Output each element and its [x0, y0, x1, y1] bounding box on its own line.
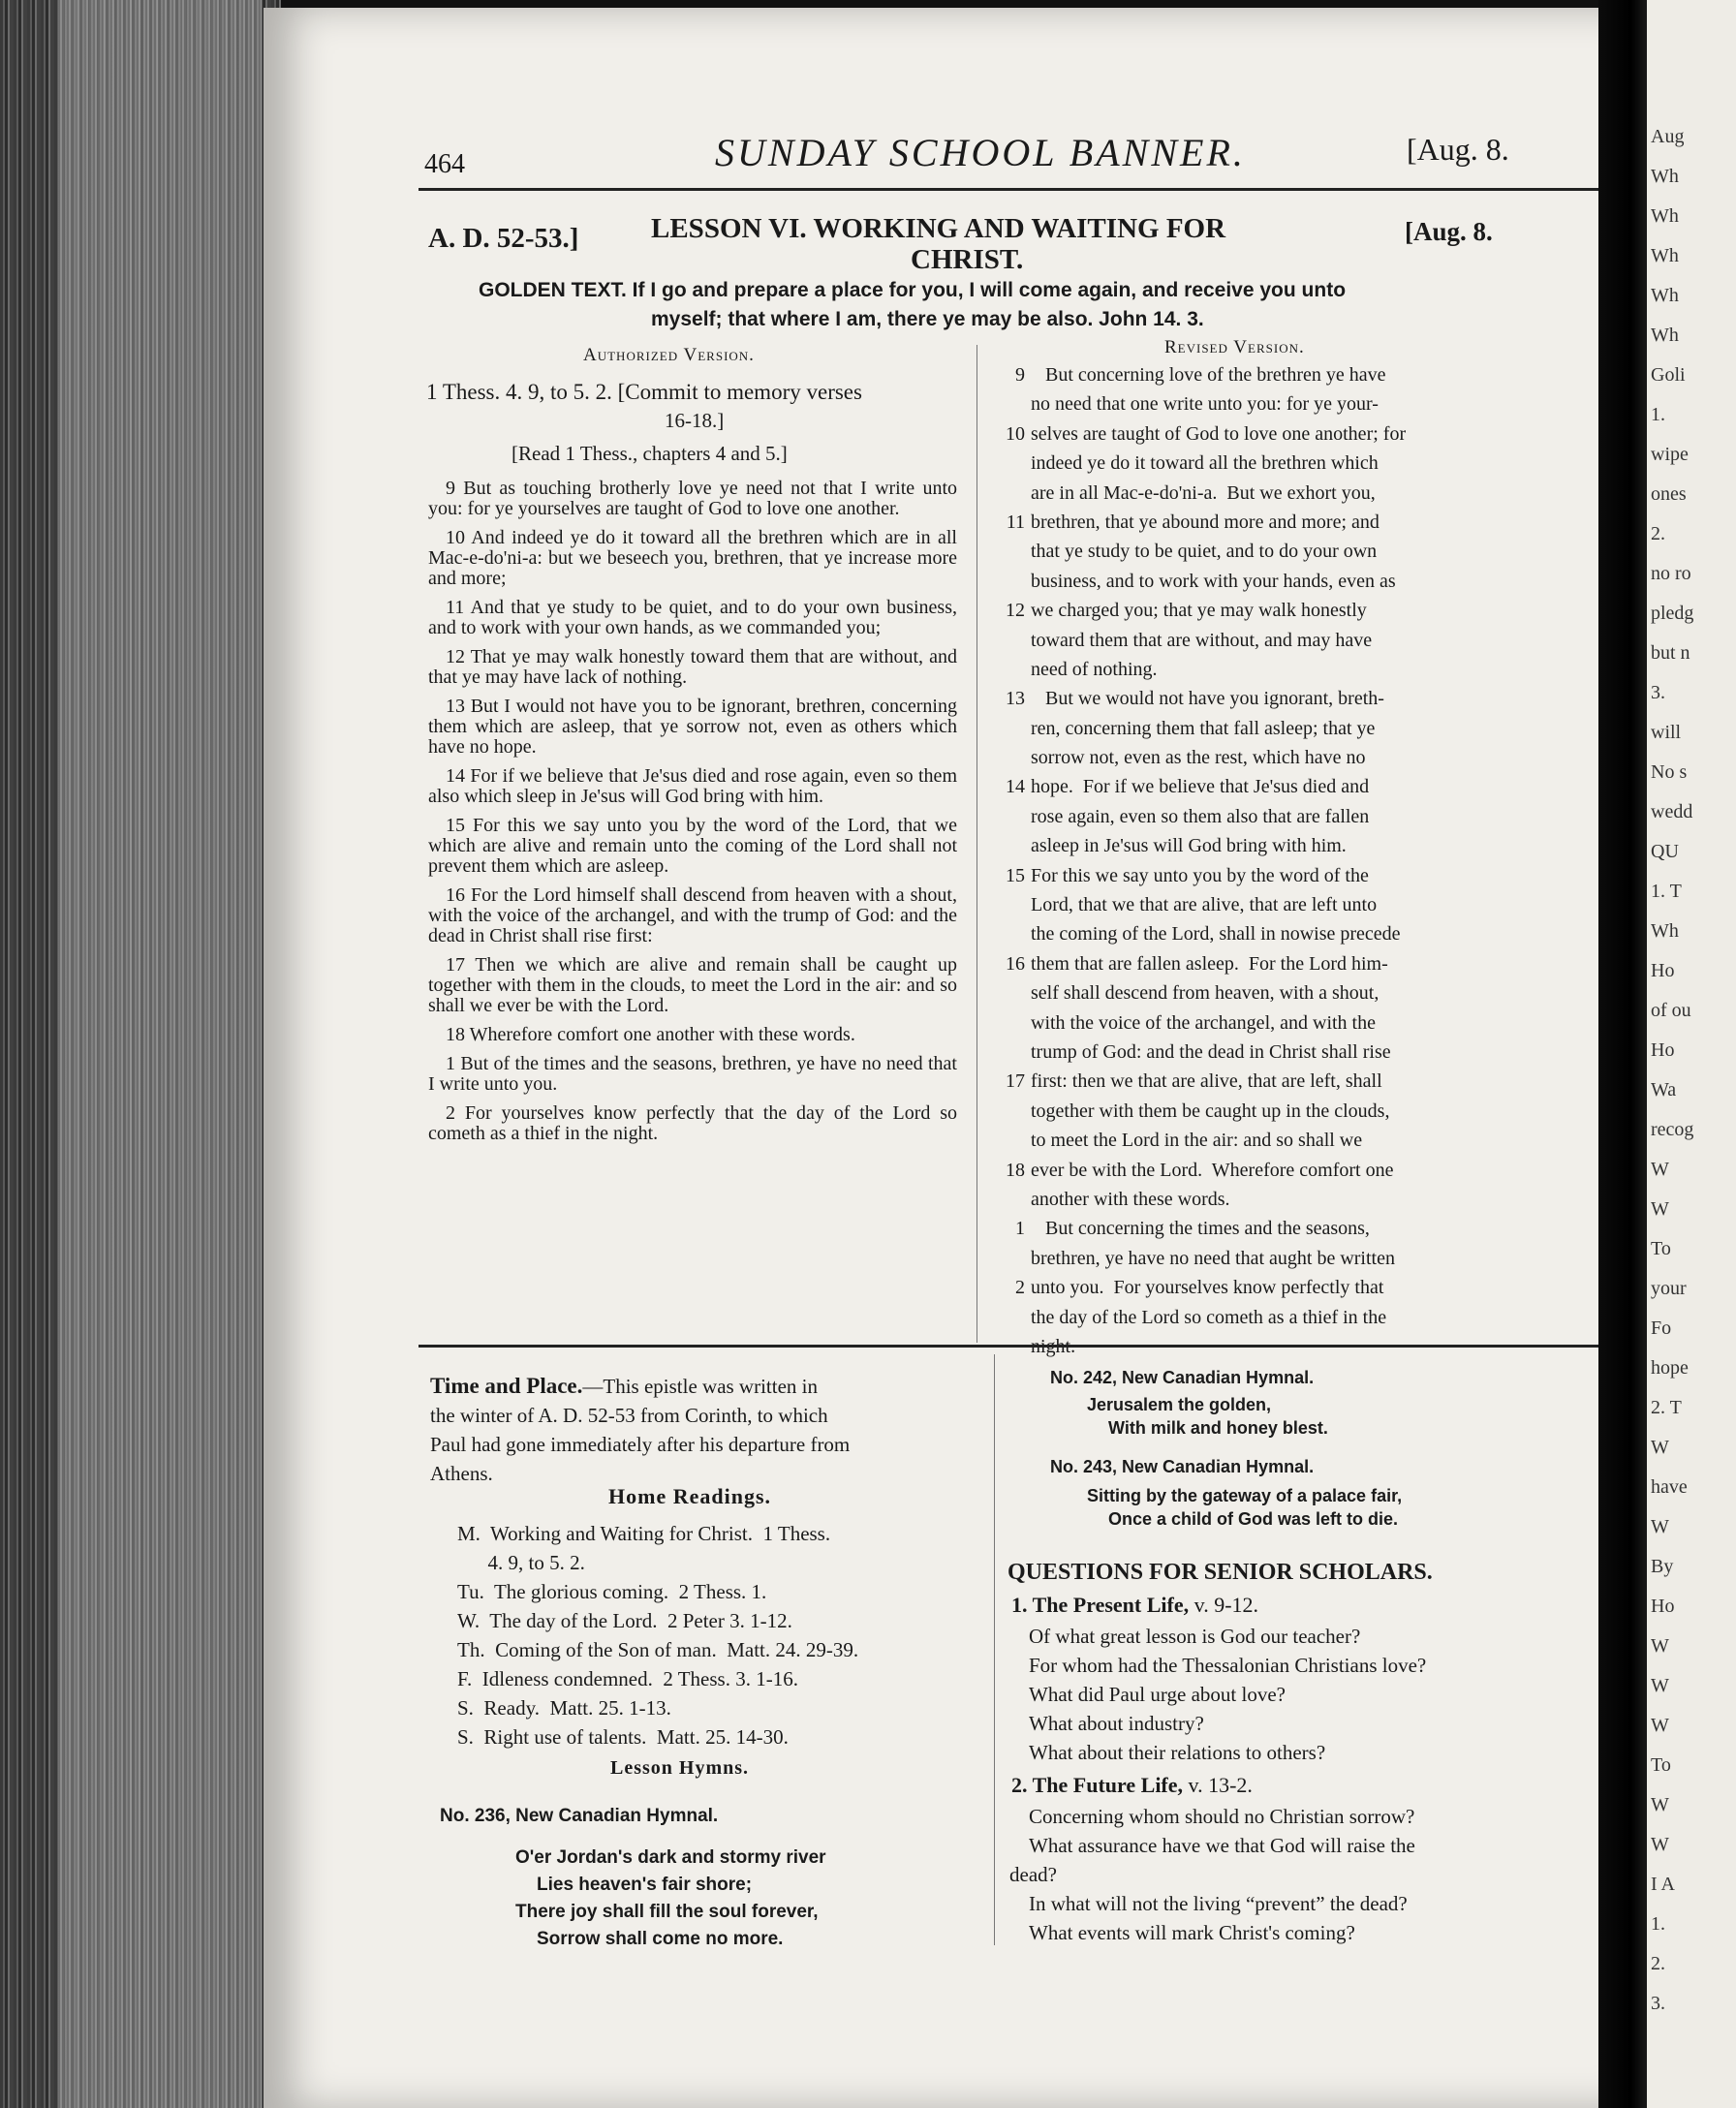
hymn-242-title: No. 242, New Canadian Hymnal. — [1050, 1368, 1315, 1387]
right-page-fragment-text: W — [1651, 1675, 1669, 1696]
revised-text: are in all Mac-e-do'ni-a. But we exhort you, — [1031, 481, 1376, 504]
right-page-fragment-text: Wh — [1651, 166, 1679, 187]
revised-line — [1031, 890, 1573, 919]
right-page-fragment-text: Wh — [1651, 285, 1679, 306]
revised-text: that ye study to be quiet, and to do your own — [1031, 541, 1378, 563]
revised-line — [1031, 1038, 1573, 1067]
verse-number: 14 — [1006, 776, 1025, 798]
revised-text: trump of God: and the dead in Christ shall rise — [1031, 1040, 1391, 1063]
right-page-fragment-text: wedd — [1651, 801, 1693, 822]
revised-text: But concerning love of the brethren ye have — [1031, 364, 1386, 386]
header-rule — [418, 188, 1610, 191]
column-divider — [976, 345, 977, 1343]
verse-number: 2 — [1015, 1277, 1025, 1299]
revised-text: first: then we that are alive, that are left, shall — [1031, 1070, 1382, 1093]
revised-line — [1006, 1156, 1573, 1185]
home-readings-list — [457, 1519, 858, 1752]
golden-text: GOLDEN TEXT. If I go and prepare a place for you, I will come again, and receive you unto — [479, 279, 1347, 301]
time-and-place-text: Paul had gone immediately after his departure from — [430, 1433, 851, 1456]
lesson-title: LESSON VI. WORKING AND WAITING FOR — [651, 213, 1226, 244]
revised-text: brethren, ye have no need that aught be written — [1031, 1247, 1395, 1269]
right-page-fragment-text: 3. — [1651, 682, 1665, 703]
authorized-verse: 14 For if we believe that Je'sus died and rose again, even so them also which sleep in Je'sus will God bring with him. — [428, 765, 957, 807]
revised-text: Lord, that we that are alive, that are left unto — [1031, 894, 1378, 916]
verse-number: 9 — [1015, 364, 1025, 386]
hymn-243-line: Once a child of God was left to die. — [1108, 1509, 1399, 1529]
question: What did Paul urge about love? — [1029, 1683, 1286, 1706]
right-page-fragment-text: W — [1651, 1794, 1669, 1815]
revised-text: rose again, even so them also that are fallen — [1031, 805, 1370, 827]
hymn-236-line: There joy shall fill the soul forever, — [515, 1902, 819, 1922]
right-page-fragment-text: Aug — [1651, 126, 1685, 147]
page-number: 464 — [424, 149, 465, 179]
hymn-243-lines — [1087, 1484, 1402, 1531]
right-page-fragment-text: no ro — [1651, 563, 1691, 584]
right-page-fragment-text: 1. — [1651, 1913, 1665, 1935]
right-page-fragment-text: By — [1651, 1556, 1674, 1577]
revised-text: with the voice of the archangel, and with the — [1031, 1011, 1376, 1034]
right-page-fragment-text: 2. T — [1651, 1397, 1682, 1418]
revised-text: asleep in Je'sus will God bring with him. — [1031, 835, 1347, 857]
question: What events will mark Christ's coming? — [1029, 1921, 1355, 1944]
part1-title-text: 1. The Present Life, — [1011, 1593, 1190, 1617]
verse-number: 1 — [1015, 1218, 1025, 1240]
authorized-verse: 17 Then we which are alive and remain shall be caught up together with them in the clouds, to meet the Lord in the air: and so shall we ever be with the Lord. — [428, 954, 957, 1016]
right-page-fragment-text: W — [1651, 1516, 1669, 1537]
part2-title — [1011, 1773, 1253, 1798]
right-page-fragment-text: Wh — [1651, 205, 1679, 227]
lesson-date-range: A. D. 52-53.] — [428, 223, 579, 254]
bottom-column-divider — [994, 1354, 995, 1945]
revised-line — [1031, 1244, 1573, 1273]
right-page-fragment-text: To — [1651, 1238, 1671, 1259]
question: What about their relations to others? — [1029, 1741, 1326, 1764]
right-page-fragment-text: Fo — [1651, 1318, 1672, 1339]
revised-text: to meet the Lord in the air: and so shall we — [1031, 1130, 1363, 1152]
right-page-fragment-text: W — [1651, 1715, 1669, 1736]
home-reading: S. Ready. Matt. 25. 1-13. — [457, 1696, 671, 1720]
revised-line — [1031, 655, 1573, 684]
home-reading: F. Idleness condemned. 2 Thess. 3. 1-16. — [457, 1667, 798, 1690]
revised-line — [1006, 861, 1573, 890]
right-page-fragment-text: Wh — [1651, 325, 1679, 346]
revised-text: For this we say unto you by the word of the — [1031, 864, 1369, 886]
verse-number: 18 — [1006, 1159, 1025, 1181]
authorized-verse: 1 But of the times and the seasons, brethren, ye have no need that I write unto you. — [428, 1053, 957, 1095]
revised-text: self shall descend from heaven, with a shout, — [1031, 982, 1380, 1005]
right-page-fragment-text: No s — [1651, 761, 1688, 783]
revised-line — [1006, 596, 1573, 625]
right-page-fragment — [1647, 0, 1736, 2108]
question: Concerning whom should no Christian sorrow? — [1029, 1805, 1415, 1828]
authorized-verses — [428, 479, 957, 1153]
right-page-fragment-text: hope — [1651, 1357, 1689, 1379]
right-page-fragment-text: 2. — [1651, 523, 1665, 544]
right-page-fragment-text: W — [1651, 1834, 1669, 1855]
book-page-edges-light — [58, 0, 262, 2108]
home-readings-heading: Home Readings. — [608, 1484, 771, 1508]
verse-number: 17 — [1006, 1070, 1025, 1093]
home-reading: W. The day of the Lord. 2 Peter 3. 1-12. — [457, 1609, 792, 1632]
revised-line — [1031, 1097, 1573, 1126]
revised-line — [1015, 360, 1573, 389]
running-title: SUNDAY SCHOOL BANNER. — [715, 131, 1246, 174]
revised-line — [1006, 684, 1573, 713]
revised-verses — [1006, 360, 1573, 1361]
right-page-fragment-text: I A — [1651, 1874, 1675, 1895]
hymn-236-lines — [515, 1844, 826, 1953]
revised-line — [1031, 389, 1573, 418]
hymn-236-line: Sorrow shall come no more. — [537, 1929, 784, 1949]
revised-text: another with these words. — [1031, 1188, 1230, 1210]
authorized-verse: 12 That ye may walk honestly toward them that are without, and that ye may have lack of nothing. — [428, 646, 957, 688]
hymn-243-line: Sitting by the gateway of a palace fair, — [1087, 1486, 1403, 1505]
revised-line — [1031, 626, 1573, 655]
right-page-fragment-text: Wh — [1651, 245, 1679, 266]
revised-text: brethren, that ye abound more and more; and — [1031, 511, 1380, 533]
revised-text: no need that one write unto you: for ye your- — [1031, 393, 1379, 416]
question: For whom had the Thessalonian Christians love? — [1029, 1654, 1427, 1677]
time-and-place-text: Athens. — [430, 1462, 493, 1485]
right-page-fragment-text: 2. — [1651, 1953, 1665, 1974]
time-and-place — [430, 1372, 973, 1488]
revised-line — [1006, 772, 1573, 801]
authorized-verse: 9 But as touching brotherly love ye need not that I write unto you: for ye yourselves are taught of God to love one another. — [428, 478, 957, 519]
home-reading: M. Working and Waiting for Christ. 1 Thess. — [457, 1522, 831, 1545]
revised-text: we charged you; that ye may walk honestly — [1031, 600, 1367, 622]
revised-text: sorrow not, even as the rest, which have no — [1031, 747, 1366, 769]
authorized-reference: 1 Thess. 4. 9, to 5. 2. [Commit to memory verses — [426, 380, 862, 404]
revised-line — [1031, 1185, 1573, 1214]
authorized-verse: 15 For this we say unto you by the word of the Lord, that we which are alive and remain unto the coming of the Lord shall not prevent them which are asleep. — [428, 815, 957, 877]
time-and-place-label: Time and Place. — [430, 1374, 583, 1398]
revised-line — [1031, 1303, 1573, 1332]
lesson-date: [Aug. 8. — [1405, 217, 1493, 246]
questions-heading: QUESTIONS FOR SENIOR SCHOLARS. — [1008, 1560, 1433, 1585]
right-page-fragment-text: pledg — [1651, 603, 1694, 624]
hymn-242-line: Jerusalem the golden, — [1087, 1395, 1272, 1414]
question: What about industry? — [1029, 1712, 1204, 1735]
hymn-236-title: No. 236, New Canadian Hymnal. — [440, 1806, 719, 1826]
hymn-242-line: With milk and honey blest. — [1108, 1418, 1328, 1438]
right-page-fragment-text: Ho — [1651, 1596, 1675, 1617]
right-page-fragment-text: 3. — [1651, 1993, 1665, 2014]
revised-line — [1006, 1067, 1573, 1096]
hymn-243-title: No. 243, New Canadian Hymnal. — [1050, 1457, 1315, 1476]
revised-line — [1031, 1008, 1573, 1038]
revised-text: toward them that are without, and may have — [1031, 629, 1373, 651]
revised-line — [1015, 1214, 1573, 1243]
lesson-title-line2: CHRIST. — [911, 244, 1024, 275]
revised-line — [1031, 919, 1573, 948]
part2-ref: v. 13-2. — [1183, 1773, 1253, 1797]
revised-version-heading: Revised Version. — [1164, 337, 1305, 357]
verse-number: 11 — [1006, 511, 1025, 533]
right-page-fragment-text: W — [1651, 1198, 1669, 1220]
revised-line — [1031, 1126, 1573, 1155]
revised-text: But concerning the times and the seasons, — [1031, 1218, 1370, 1240]
right-page-fragment-text: recog — [1651, 1119, 1694, 1140]
right-page-fragment-text: Wa — [1651, 1079, 1677, 1100]
right-page-fragment-text: your — [1651, 1278, 1687, 1299]
section-rule — [418, 1345, 1610, 1348]
authorized-version-heading: Authorized Version. — [583, 345, 755, 365]
authorized-verse: 18 Wherefore comfort one another with these words. — [446, 1024, 855, 1045]
revised-text: But we would not have you ignorant, breth- — [1031, 688, 1384, 710]
home-reading: Th. Coming of the Son of man. Matt. 24. 29-39. — [457, 1638, 859, 1661]
right-page-fragment-text: Wh — [1651, 920, 1679, 942]
revised-line — [1031, 479, 1573, 508]
revised-line — [1031, 743, 1573, 772]
question: dead? — [1009, 1863, 1057, 1886]
part1-title — [1011, 1593, 1258, 1618]
right-page-fragment-text: To — [1651, 1754, 1671, 1776]
part2-questions — [1009, 1802, 1571, 1947]
revised-line — [1006, 419, 1573, 449]
running-date: [Aug. 8. — [1407, 132, 1509, 167]
revised-line — [1031, 802, 1573, 831]
question: In what will not the living “prevent” the dead? — [1029, 1892, 1408, 1915]
home-reading: 4. 9, to 5. 2. — [457, 1551, 585, 1574]
time-and-place-text: —This epistle was written in — [582, 1375, 819, 1398]
question: Of what great lesson is God our teacher? — [1029, 1625, 1361, 1648]
part1-questions — [1029, 1622, 1426, 1767]
right-page-fragment-text: W — [1651, 1159, 1669, 1180]
revised-line — [1031, 831, 1573, 860]
revised-line — [1031, 714, 1573, 743]
hymn-236-line: O'er Jordan's dark and stormy river — [515, 1847, 826, 1868]
verse-number: 16 — [1006, 952, 1025, 975]
authorized-verse: 13 But I would not have you to be ignorant, brethren, concerning them which are asleep, that ye sorrow not, even as others which have no hope. — [428, 696, 957, 758]
revised-text: unto you. For yourselves know perfectly that — [1031, 1277, 1384, 1299]
authorized-verse: 11 And that ye study to be quiet, and to do your own business, and to work with your own hands, as we commanded you; — [428, 597, 957, 638]
right-page-fragment-text: W — [1651, 1635, 1669, 1657]
left-page — [264, 8, 1610, 2108]
right-page-fragment-text: wipe — [1651, 444, 1689, 465]
hymn-242-lines — [1087, 1393, 1328, 1440]
revised-text: indeed ye do it toward all the brethren which — [1031, 452, 1379, 475]
right-page-fragment-text: ones — [1651, 483, 1687, 505]
time-and-place-text: the winter of A. D. 52-53 from Corinth, to which — [430, 1404, 828, 1427]
read-note: [Read 1 Thess., chapters 4 and 5.] — [512, 442, 788, 465]
right-page-fragment-text: Ho — [1651, 1039, 1675, 1061]
verse-number: 10 — [1006, 422, 1025, 445]
authorized-verse: 10 And indeed ye do it toward all the brethren which are in all Mac-e-do'ni-a: but we beseech you, brethren, that ye increase more and more; — [428, 527, 957, 589]
revised-line — [1006, 508, 1573, 537]
revised-text: selves are taught of God to love one another; for — [1031, 422, 1407, 445]
lesson-hymns-heading: Lesson Hymns. — [610, 1757, 750, 1779]
verse-number: 13 — [1006, 688, 1025, 710]
right-page-fragment-text: W — [1651, 1437, 1669, 1458]
revised-line — [1031, 449, 1573, 478]
right-page-fragment-text: have — [1651, 1476, 1688, 1498]
revised-text: together with them be caught up in the clouds, — [1031, 1100, 1390, 1122]
authorized-reference-line2: 16-18.] — [665, 409, 725, 432]
right-page-fragment-text: but n — [1651, 642, 1690, 664]
right-page-fragment-text: of ou — [1651, 1000, 1691, 1021]
right-page-fragment-text: 1. T — [1651, 881, 1682, 902]
revised-line — [1031, 537, 1573, 566]
right-page-fragment-text: will — [1651, 722, 1682, 743]
home-reading: Tu. The glorious coming. 2 Thess. 1. — [457, 1580, 767, 1603]
authorized-verse: 16 For the Lord himself shall descend from heaven with a shout, with the voice of the archangel, and with the trump of God: and the dead in Christ shall rise first: — [428, 884, 957, 946]
revised-line — [1006, 949, 1573, 978]
revised-text: the coming of the Lord, shall in nowise precede — [1031, 923, 1401, 946]
question: What assurance have we that God will raise the — [1029, 1834, 1415, 1857]
verse-number: 15 — [1006, 864, 1025, 886]
part1-ref: v. 9-12. — [1189, 1593, 1259, 1617]
revised-line — [1031, 567, 1573, 596]
part2-title-text: 2. The Future Life, — [1011, 1773, 1184, 1797]
verse-number: 12 — [1006, 600, 1025, 622]
authorized-verse: 2 For yourselves know perfectly that the day of the Lord so cometh as a thief in the night. — [428, 1102, 957, 1144]
home-reading: S. Right use of talents. Matt. 25. 14-30. — [457, 1725, 789, 1749]
right-page-fragment-text: 1. — [1651, 404, 1665, 425]
revised-text: ren, concerning them that fall asleep; that ye — [1031, 717, 1376, 739]
revised-text: need of nothing. — [1031, 658, 1158, 680]
revised-text: them that are fallen asleep. For the Lord him- — [1031, 952, 1388, 975]
revised-text: business, and to work with your hands, even as — [1031, 570, 1396, 592]
revised-text: ever be with the Lord. Wherefore comfort one — [1031, 1159, 1394, 1181]
golden-text-line2: myself; that where I am, there ye may be also. John 14. 3. — [651, 308, 1204, 330]
revised-text: the day of the Lord so cometh as a thief in the — [1031, 1306, 1387, 1328]
right-page-fragment-text: Goli — [1651, 364, 1686, 386]
book-gutter — [1598, 0, 1653, 2108]
right-page-fragment-text: QU — [1651, 841, 1679, 862]
revised-line — [1015, 1273, 1573, 1302]
hymn-236-line: Lies heaven's fair shore; — [537, 1875, 753, 1895]
revised-line — [1031, 978, 1573, 1008]
revised-text: hope. For if we believe that Je'sus died and — [1031, 776, 1370, 798]
right-page-fragment-text: Ho — [1651, 960, 1675, 981]
